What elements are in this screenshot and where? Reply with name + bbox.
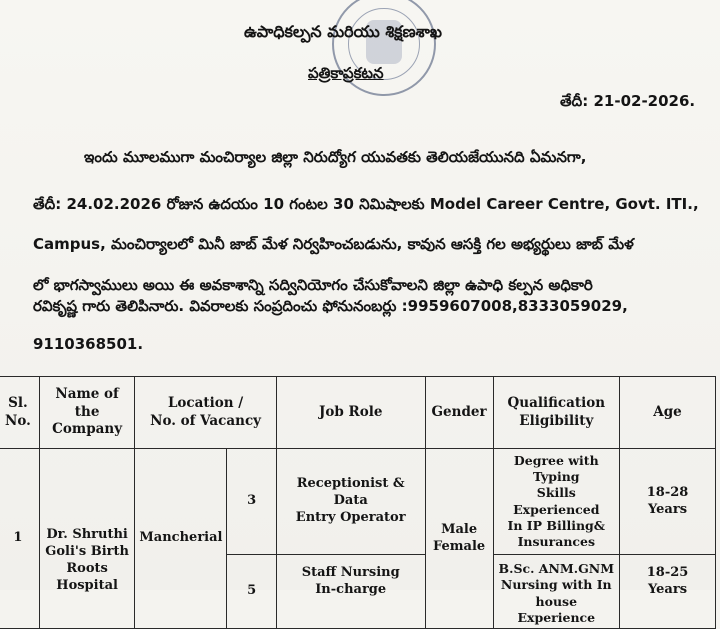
body-line-4: లో భాగస్వాములు అయి ఈ అవకాశాన్ని సద్వినియోగం చేసుకోవాలని జిల్లా ఉపాధి కల్పన అధికారి [33, 276, 593, 294]
header-sl-no: Sl. No. [0, 377, 39, 449]
body-line-3: Campus, మంచిర్యాలలో మినీ జాబ్ మేళ నిర్వహించబడును, కావున ఆసక్తి గల అభ్యర్థులు జాబ్ మేళ [33, 235, 634, 253]
cell-location: Mancherial [135, 449, 227, 629]
header-location: Location / No. of Vacancy [135, 377, 276, 449]
cell-age: 18-28 Years [620, 449, 716, 555]
header-company: Name of the Company [39, 377, 135, 449]
body-line-5: రవికృష్ణ గారు తెలిపినారు. వివరాలకు సంప్రదించు ఫోనునంబర్లు :9959607008,8333059029, [33, 297, 628, 315]
cell-job-role: Staff Nursing In-charge [276, 555, 425, 629]
job-table [0, 376, 716, 629]
body-line-1: ఇందు మూలముగా మంచిర్యాల జిల్లా నిరుద్యోగ యువతకు తెలియజేయునది ఏమనగా, [84, 148, 587, 166]
cell-gender: Male Female [425, 449, 493, 629]
department-title: ఉపాధికల్పన మరియు శిక్షణశాఖ [244, 22, 442, 41]
document-date: తేదీ: 21-02-2026. [560, 92, 696, 110]
cell-age: 18-25 Years [620, 555, 716, 629]
table-row [0, 449, 716, 555]
cell-vacancy: 3 [227, 449, 276, 555]
cell-job-role: Receptionist & Data Entry Operator [276, 449, 425, 555]
cell-qualification: Degree with Typing Skills Experienced In IP Billing& Insurances [493, 449, 620, 555]
cell-company: Dr. Shruthi Goli's Birth Roots Hospital [39, 449, 135, 629]
cell-sl: 1 [0, 449, 39, 629]
body-line-2: తేదీ: 24.02.2026 రోజున ఉదయం 10 గంటల 30 నిమిషాలకు Model Career Centre, Govt. ITI., [33, 195, 699, 213]
body-line-6: 9110368501. [33, 335, 144, 353]
header-gender: Gender [425, 377, 493, 449]
header-qualification: Qualification Eligibility [493, 377, 620, 449]
header-age: Age [620, 377, 716, 449]
cell-qualification: B.Sc. ANM.GNM Nursing with In house Experience [493, 555, 620, 629]
cell-vacancy: 5 [227, 555, 276, 629]
header-job-role: Job Role [276, 377, 425, 449]
press-note-title: పత్రికాప్రకటన [308, 64, 384, 82]
